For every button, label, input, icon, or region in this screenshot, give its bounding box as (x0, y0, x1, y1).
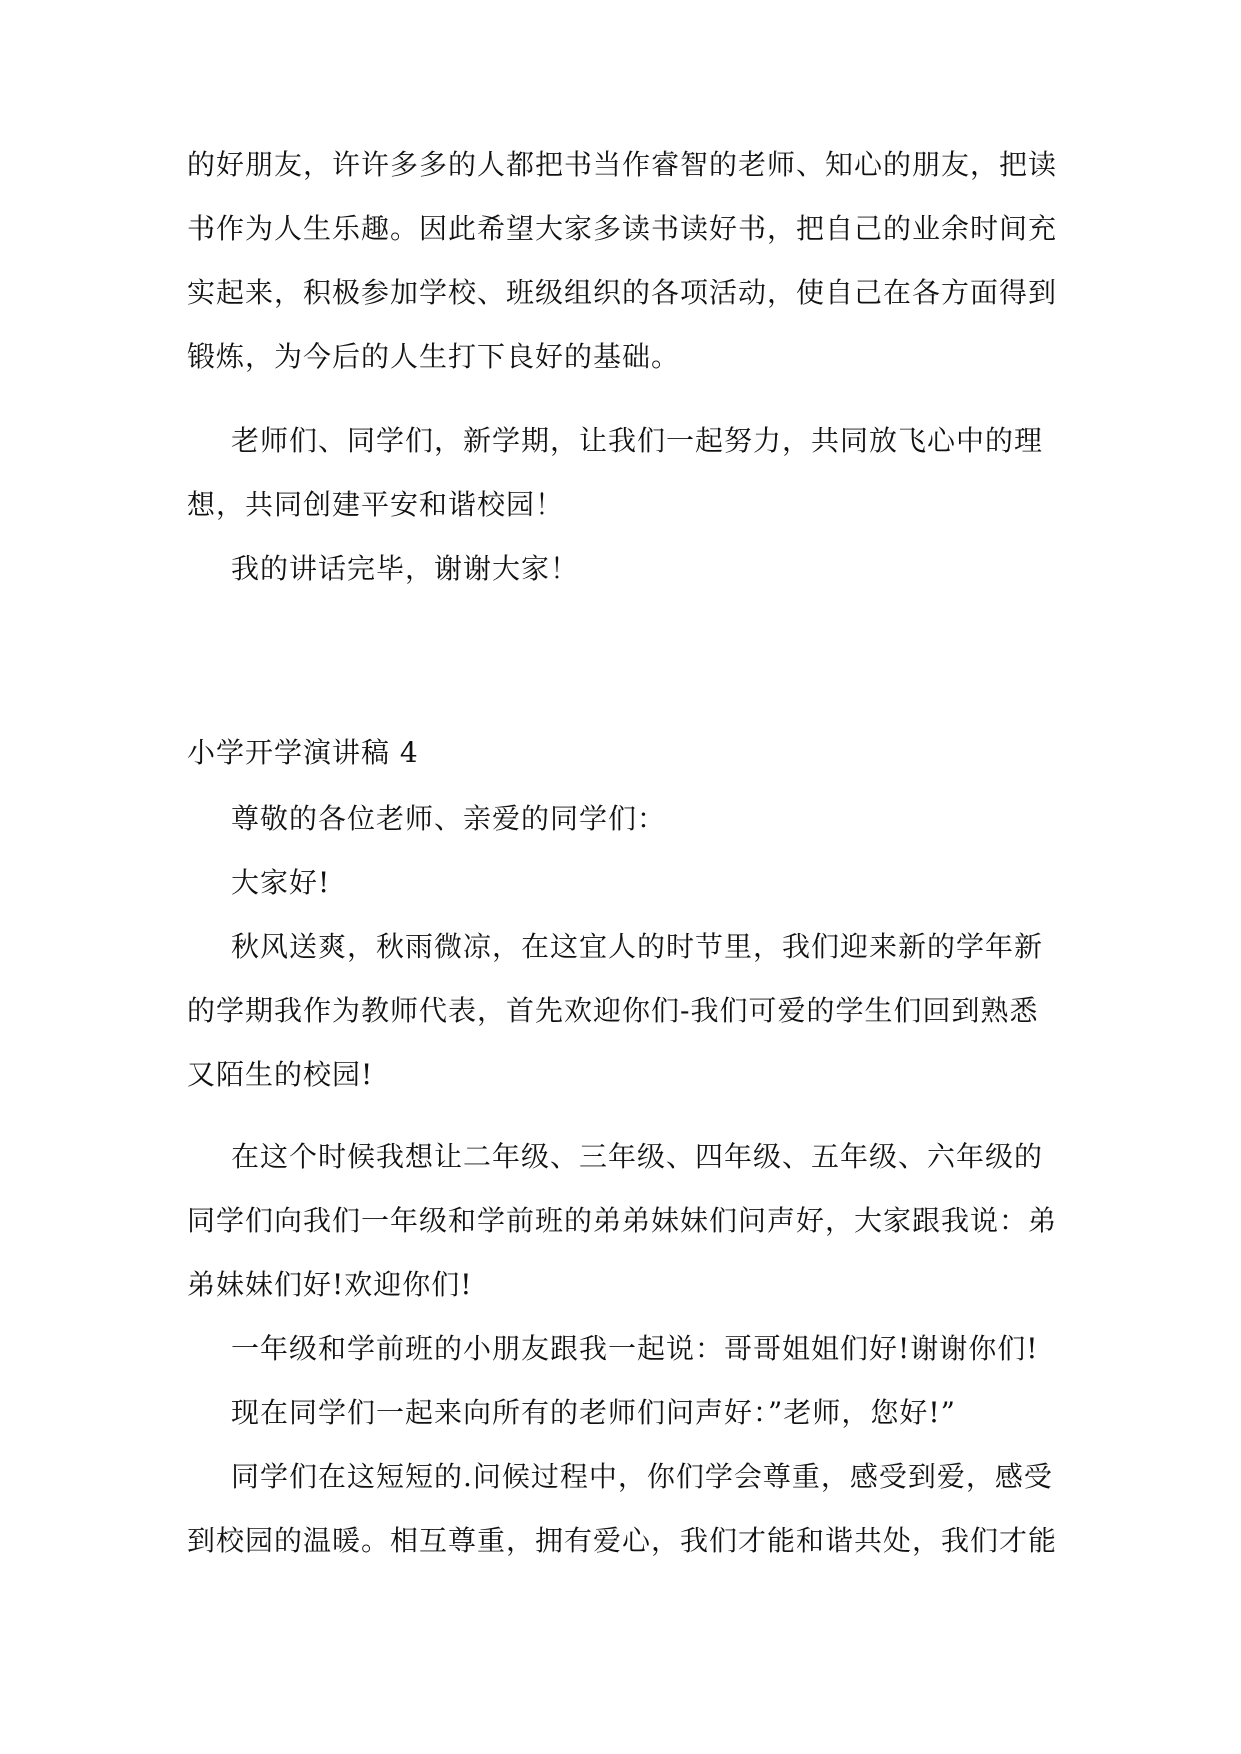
paragraph-line: 想，共同创建平安和谐校园！ (187, 488, 565, 521)
paragraph-line: 我的讲话完毕，谢谢大家！ (231, 552, 580, 585)
paragraph-line: 大家好! (231, 866, 331, 899)
paragraph-line: 的好朋友，许许多多的人都把书当作睿智的老师、知心的朋友，把读 (187, 148, 1058, 181)
paragraph-line: 老师们、同学们，新学期，让我们一起努力，共同放飞心中的理 (231, 424, 1044, 457)
paragraph-line: 同学们在这短短的.问候过程中，你们学会尊重，感受到爱，感受 (231, 1460, 1053, 1493)
paragraph-line: 的学期我作为教师代表，首先欢迎你们-我们可爱的学生们回到熟悉 (187, 994, 1039, 1027)
paragraph-line: 现在同学们一起来向所有的老师们问声好：”老师，您好!” (231, 1396, 956, 1429)
paragraph-line: 实起来，积极参加学校、班级组织的各项活动，使自己在各方面得到 (187, 276, 1058, 309)
paragraph-line: 尊敬的各位老师、亲爱的同学们： (231, 802, 667, 835)
paragraph-line: 一年级和学前班的小朋友跟我一起说：哥哥姐姐们好!谢谢你们! (231, 1332, 1039, 1365)
paragraph-line: 书作为人生乐趣。因此希望大家多读书读好书，把自己的业余时间充 (187, 212, 1058, 245)
paragraph-line: 在这个时候我想让二年级、三年级、四年级、五年级、六年级的 (231, 1140, 1044, 1173)
section-heading: 小学开学演讲稿 4 (187, 736, 419, 769)
paragraph-line: 锻炼，为今后的人生打下良好的基础。 (187, 340, 681, 373)
paragraph-line: 弟妹妹们好!欢迎你们! (187, 1268, 473, 1301)
paragraph-line: 秋风送爽，秋雨微凉，在这宜人的时节里，我们迎来新的学年新 (231, 930, 1044, 963)
paragraph-line: 又陌生的校园! (187, 1058, 374, 1091)
paragraph-line: 同学们向我们一年级和学前班的弟弟妹妹们问声好，大家跟我说：弟 (187, 1204, 1058, 1237)
paragraph-line: 到校园的温暖。相互尊重，拥有爱心，我们才能和谐共处，我们才能 (187, 1524, 1058, 1557)
